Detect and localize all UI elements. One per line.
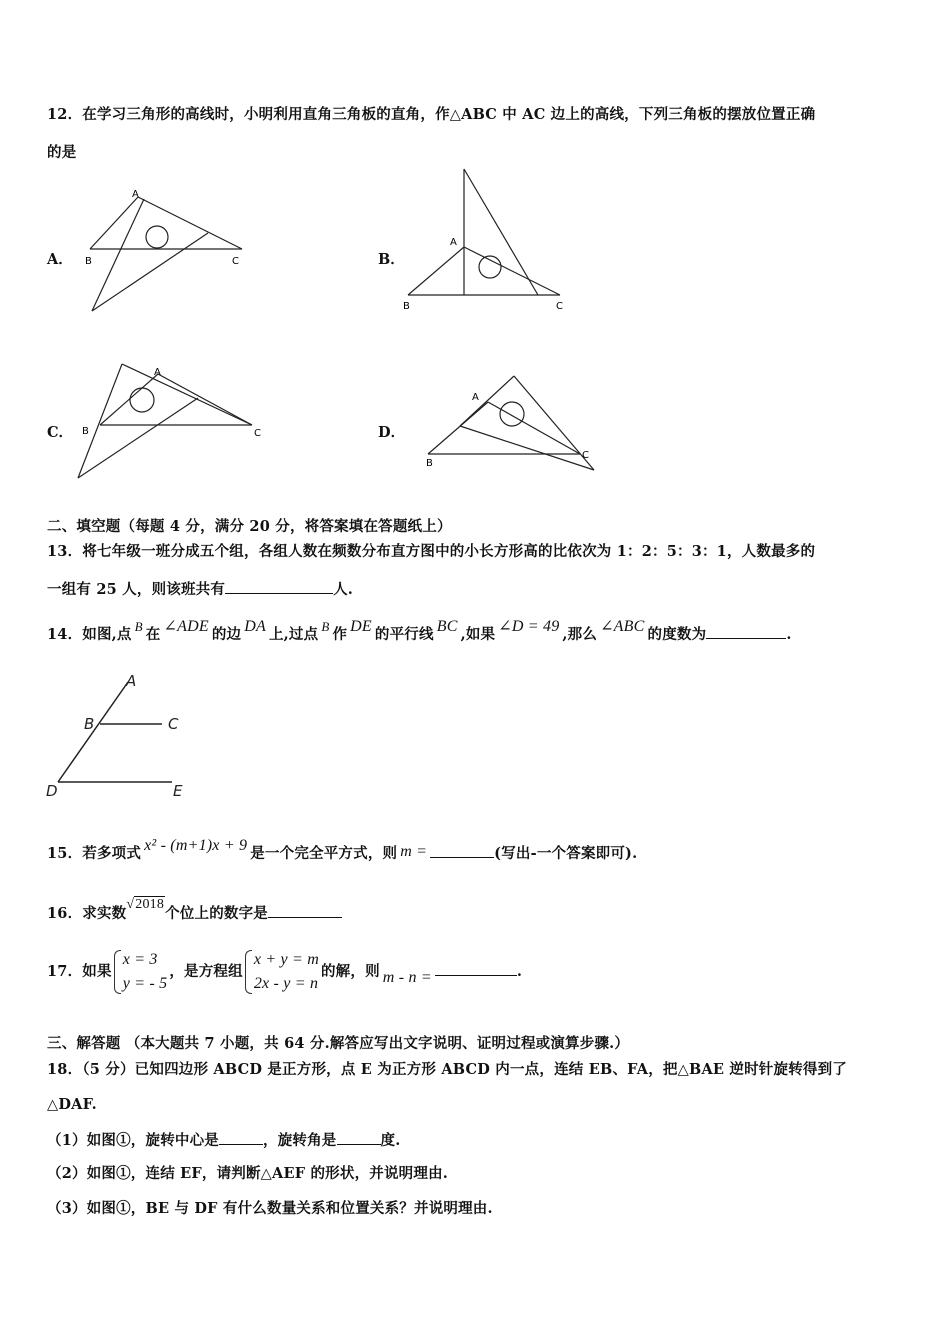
q13-text-line2 (47, 578, 353, 599)
q14-part-8: ,那么 (562, 626, 598, 643)
q14-part-1: 14．如图,点 (47, 626, 132, 643)
q15-part-2: 是一个完全平方式，则 (250, 845, 398, 862)
q14-answer-blank[interactable] (706, 626, 786, 639)
q13-text-part-b: 人. (333, 581, 354, 598)
fig-d-label-c: C (582, 450, 589, 461)
q14-math-b2: B (321, 619, 330, 634)
q17-solution-system (114, 948, 168, 996)
q12-figure-c (74, 360, 269, 485)
q17-sol-x: x = 3 (122, 951, 158, 968)
q14-math-b: B (134, 619, 143, 634)
q18-sub1-part-c: 度. (380, 1132, 401, 1149)
q18-text-line1: 18．（5 分）已知四边形 ABCD 是正方形，点 E 为正方形 ABCD 内一点，连结 EB、FA，把△BAE 逆时针旋转得到了 (47, 1061, 847, 1078)
q14-part-9: 的度数为 (647, 626, 707, 643)
q14-part-10: . (786, 626, 792, 643)
fig-a-label-a: A (132, 189, 139, 200)
q17-part-3: 的解，则 (320, 963, 380, 980)
q18-sub1-part-a: （1）如图①，旋转中心是 (47, 1132, 219, 1149)
q16-sqrt: √2018 (126, 897, 165, 912)
q14-math-de: DE (350, 618, 372, 635)
q14-fig-label-a: A (126, 672, 137, 690)
q14-fig-label-e: E (173, 782, 183, 800)
q14-part-6: 的平行线 (374, 626, 434, 643)
q14-fig-label-c: C (168, 715, 179, 733)
q16-radicand: 2018 (135, 897, 165, 912)
q12-figure-d (420, 372, 600, 472)
q17-answer-blank[interactable] (435, 963, 517, 976)
q16-text-line (47, 897, 342, 923)
q17-sol-y: y = - 5 (122, 975, 168, 992)
q14-figure (42, 672, 202, 807)
q12-option-c-label: C． (47, 424, 74, 441)
q18-sub3: （3）如图①，BE 与 DF 有什么数量关系和位置关系？并说明理由. (47, 1200, 493, 1217)
q18-rotation-center-blank[interactable] (219, 1132, 263, 1145)
q12-option-b-label: B． (378, 251, 405, 268)
q14-part-4: 上,过点 (268, 626, 319, 643)
q16-part-2: 个位上的数字是 (165, 905, 268, 922)
q13-text-line1: 13．将七年级一班分成五个组，各组人数在频数分布直方图中的小长方形高的比依次为 1：2：5：3：1，人数最多的 (47, 543, 816, 560)
q18-text-line2: △DAF. (47, 1096, 97, 1113)
q17-eq-1: x + y = m (253, 951, 319, 968)
fig-c-label-b: B (82, 426, 89, 437)
q17-part-2: ，是方程组 (169, 963, 243, 980)
q12-option-d-label: D． (378, 424, 406, 441)
section3-title: 三、解答题 （本大题共 7 小题，共 64 分.解答应写出文字说明、证明过程或演算步骤.） (47, 1035, 630, 1052)
q14-part-5: 作 (332, 626, 348, 643)
q17-math-expr: m - n = (382, 969, 432, 986)
q17-part-4: . (516, 963, 523, 980)
q15-part-3: (写出-一个答案即可). (494, 845, 638, 862)
q14-math-angle-abc: ∠ABC (600, 618, 645, 635)
q17-equation-system (245, 948, 319, 996)
q15-answer-blank[interactable] (430, 845, 494, 858)
q15-text-line (47, 837, 638, 863)
q14-part-2: 在 (145, 626, 161, 643)
q17-text-line (47, 948, 522, 996)
q17-eq-2: 2x - y = n (253, 975, 319, 992)
q13-answer-blank[interactable] (225, 581, 333, 594)
section2-title: 二、填空题（每题 4 分，满分 20 分，将答案填在答题纸上） (47, 518, 452, 535)
q12-text-line1: 12．在学习三角形的高线时，小明利用直角三角板的直角，作△ABC 中 AC 边上的高线，下列三角板的摆放位置正确 (47, 106, 816, 123)
q18-sub1-part-b: ，旋转角是 (263, 1132, 337, 1149)
q16-answer-blank[interactable] (268, 905, 342, 918)
q14-fig-label-b: B (84, 715, 95, 733)
q12-figure-a (80, 185, 250, 315)
fig-d-label-b: B (426, 458, 433, 469)
fig-b-label-b: B (403, 301, 410, 312)
q16-part-1: 16．求实数 (47, 905, 127, 922)
fig-c-label-a: A (154, 367, 161, 378)
q17-part-1: 17．如果 (47, 963, 112, 980)
fig-d-label-a: A (472, 392, 479, 403)
q14-part-3: 的边 (211, 626, 242, 643)
q14-math-da: DA (244, 618, 266, 635)
q18-rotation-angle-blank[interactable] (337, 1132, 381, 1145)
fig-b-label-a: A (450, 237, 457, 248)
q14-math-angle-ade: ∠ADE (163, 618, 209, 635)
q12-option-a-label: A． (47, 251, 73, 268)
q14-math-angle-d: ∠D = 49 (498, 618, 560, 635)
fig-a-label-b: B (85, 256, 92, 267)
q13-text-part-a: 一组有 25 人，则该班共有 (47, 581, 226, 598)
fig-a-label-c: C (232, 256, 239, 267)
q14-text-line (47, 618, 792, 644)
q15-math-m: m = (400, 843, 428, 860)
q18-sub1 (47, 1129, 400, 1150)
q18-sub2: （2）如图①，连结 EF，请判断△AEF 的形状，并说明理由. (47, 1165, 449, 1182)
q14-math-bc: BC (436, 618, 458, 635)
q15-part-1: 15．若多项式 (47, 845, 142, 862)
q12-text-line2: 的是 (47, 144, 77, 161)
q14-fig-label-d: D (46, 782, 58, 800)
q15-math-polynomial: x² - (m+1)x + 9 (144, 837, 248, 854)
q14-part-7: ,如果 (460, 626, 496, 643)
fig-c-label-c: C (254, 428, 261, 439)
q12-figure-b (398, 165, 573, 315)
fig-b-label-c: C (556, 301, 563, 312)
